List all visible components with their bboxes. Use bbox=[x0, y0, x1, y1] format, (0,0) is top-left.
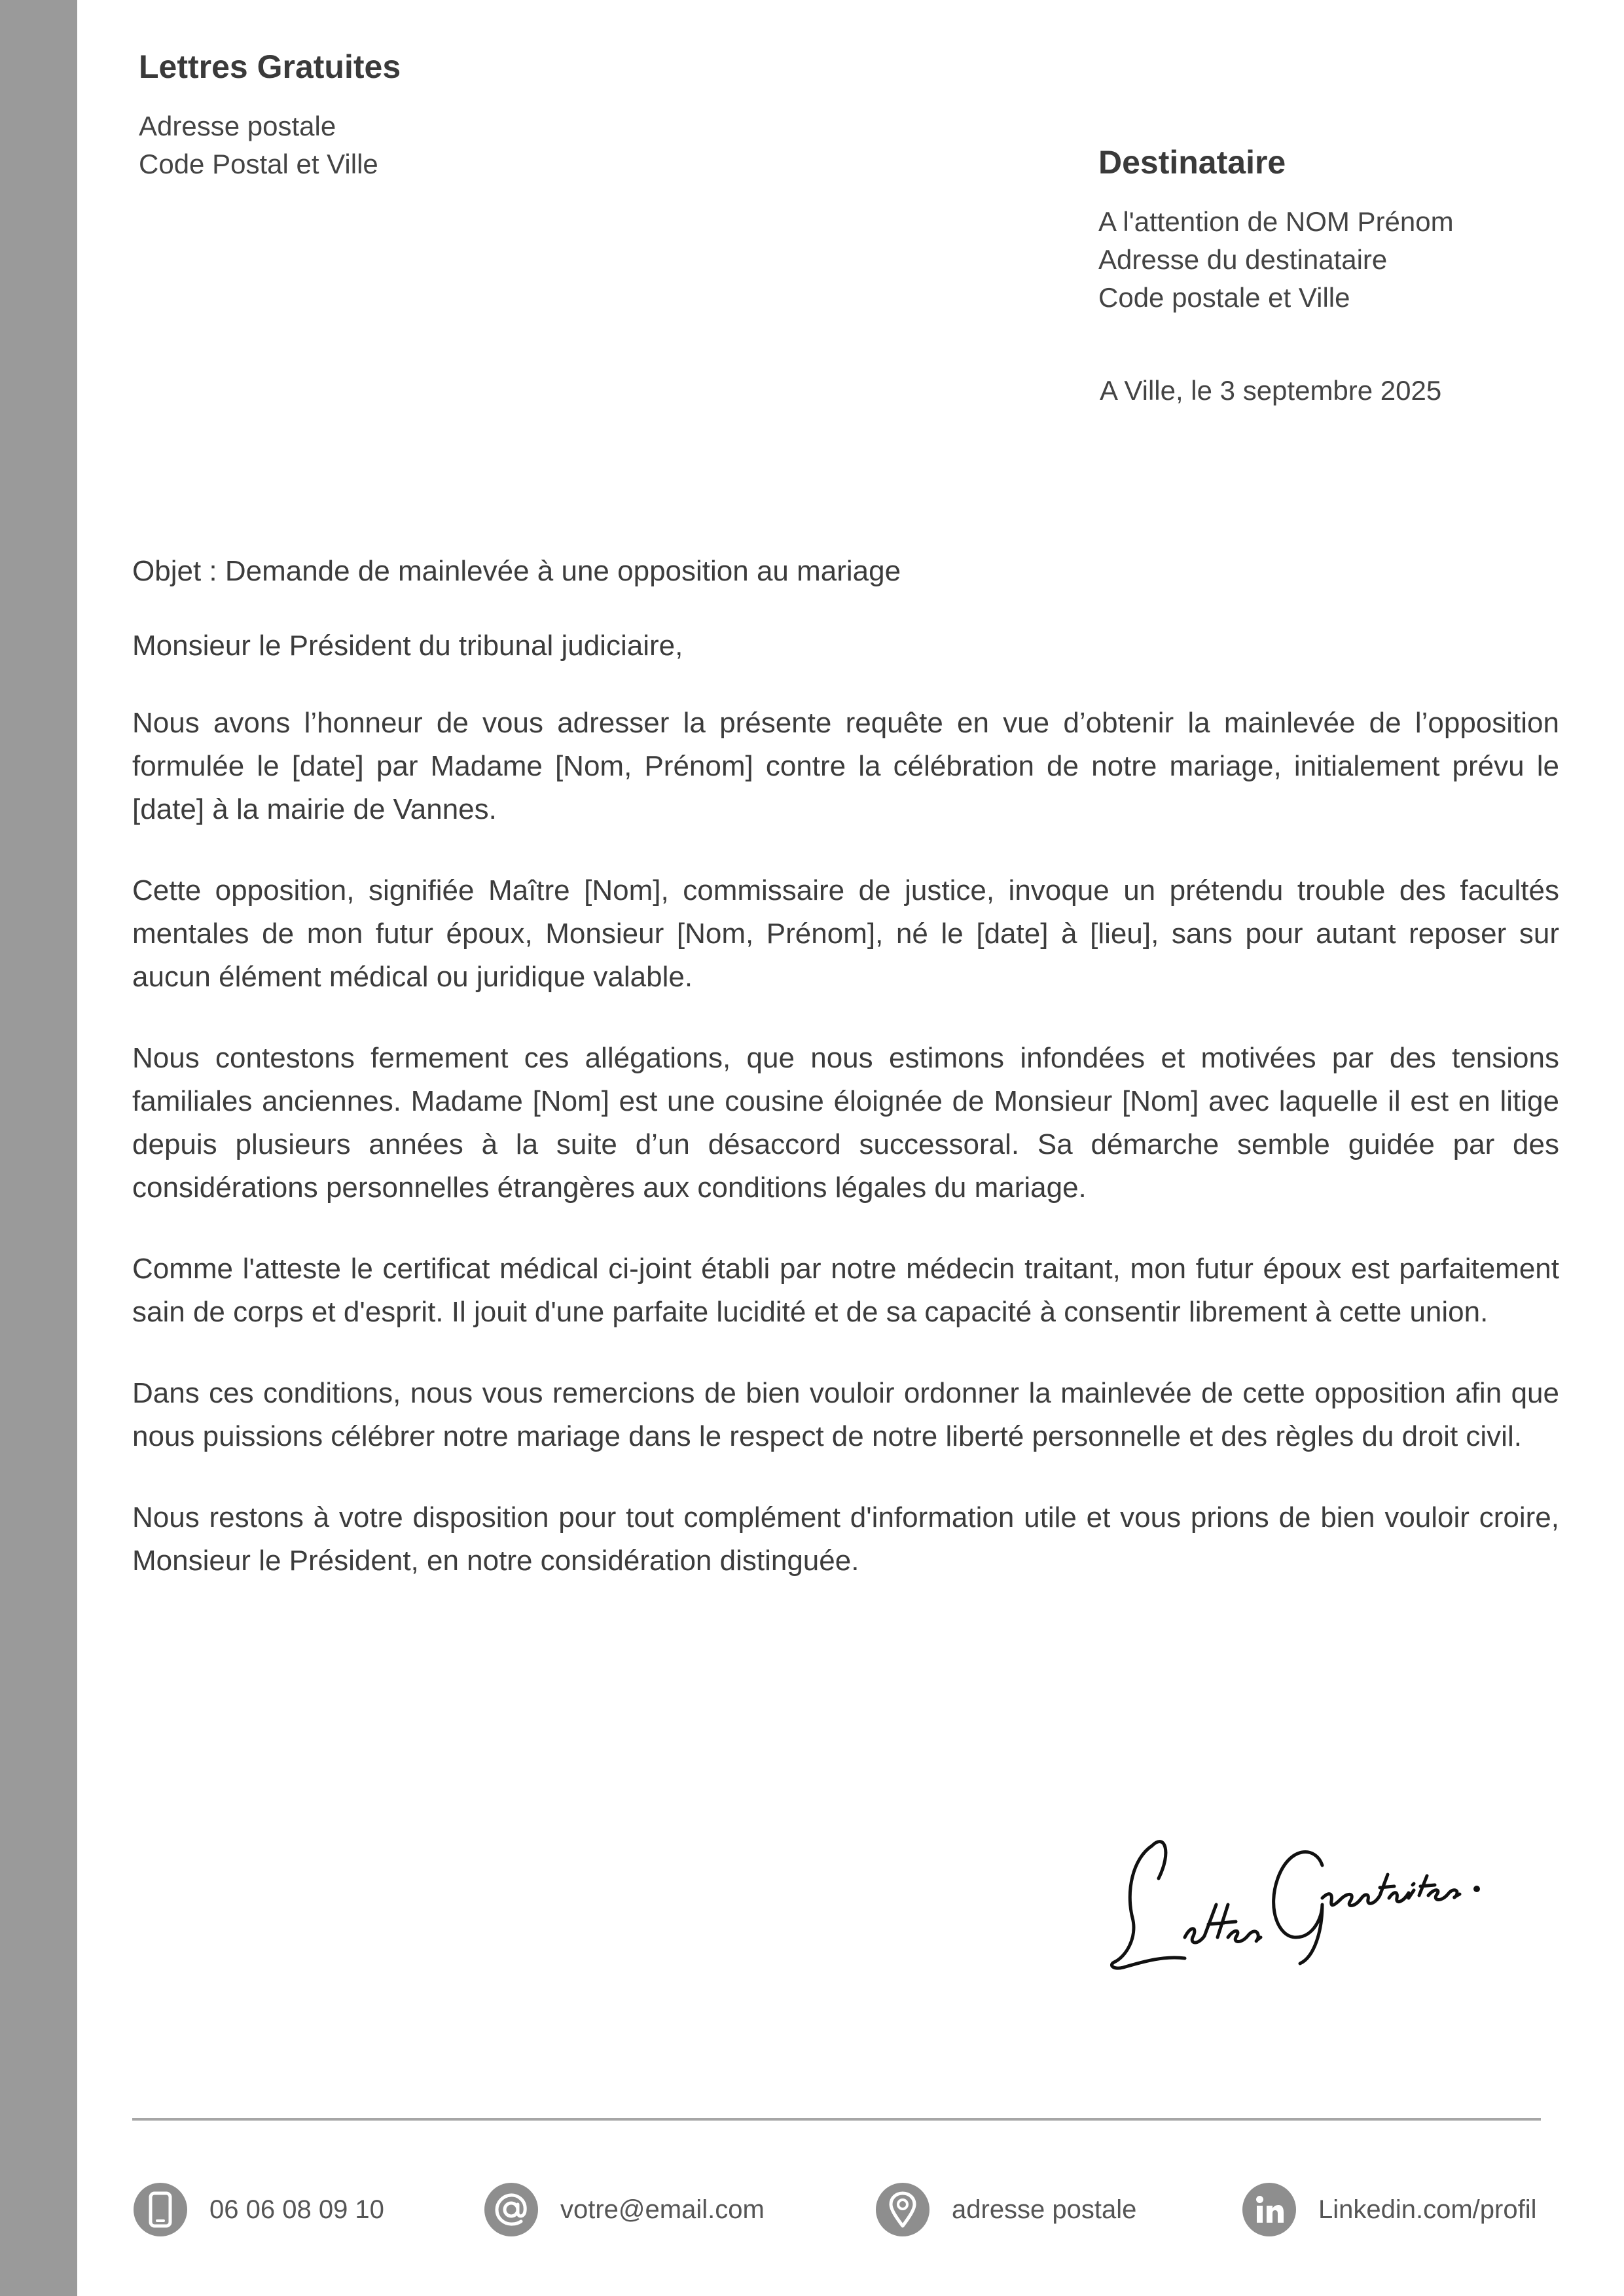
recipient-block bbox=[1098, 141, 1596, 317]
sender-city: Code Postal et Ville bbox=[139, 149, 378, 179]
footer-phone-text: 06 06 08 09 10 bbox=[209, 2195, 384, 2224]
letter-object: Objet : Demande de mainlevée à une opposition au mariage bbox=[132, 555, 901, 587]
recipient-title: Destinataire bbox=[1098, 144, 1286, 181]
footer-linkedin-text: Linkedin.com/profil bbox=[1318, 2195, 1537, 2224]
sender-name: Lettres Gratuites bbox=[139, 48, 401, 85]
recipient-city: Code postale et Ville bbox=[1098, 282, 1350, 313]
at-sign-icon bbox=[484, 2183, 538, 2236]
linkedin-icon bbox=[1242, 2183, 1296, 2236]
sender-block bbox=[139, 46, 728, 183]
footer-email bbox=[484, 2182, 765, 2237]
footer-divider bbox=[132, 2118, 1541, 2121]
left-sidebar-band bbox=[0, 0, 77, 2296]
letter-paragraph: Comme l'atteste le certificat médical ci-joint établi par notre médecin traitant, mon futur époux est parfaitement sain de corps et d'esprit. Il jouit d'une parfaite lucidité et de sa capacité à consentir librement à cette union. bbox=[132, 1253, 1559, 1328]
sender-address: Adresse postale bbox=[139, 111, 336, 141]
footer-linkedin bbox=[1242, 2182, 1537, 2237]
letter-paragraph: Nous restons à votre disposition pour tout complément d'information utile et vous prions de bien vouloir croire, Monsieur le Président, en notre considération distinguée. bbox=[132, 1501, 1559, 1577]
footer-phone bbox=[134, 2182, 384, 2237]
letter-paragraph: Dans ces conditions, nous vous remercions de bien vouloir ordonner la mainlevée de cette opposition afin que nous puissions célébrer notre mariage dans le respect de notre liberté personnelle et des règles du droit civil. bbox=[132, 1377, 1559, 1452]
footer-address bbox=[876, 2182, 1136, 2237]
footer-email-text: votre@email.com bbox=[560, 2195, 765, 2224]
footer-address-text: adresse postale bbox=[952, 2195, 1137, 2224]
letter-paragraph: Cette opposition, signifiée Maître [Nom], commissaire de justice, invoque un prétendu trouble des facultés mentales de mon futur époux, Monsieur [Nom, Prénom], né le [date] à [lieu], sans pour autant reposer sur aucun élément médical ou juridique valable. bbox=[132, 874, 1559, 993]
phone-icon bbox=[134, 2183, 187, 2236]
location-pin-icon bbox=[876, 2183, 929, 2236]
letter-paragraph: Nous avons l’honneur de vous adresser la présente requête en vue d’obtenir la mainlevée de l’opposition formulée le [date] par Madame [Nom, Prénom] contre la célébration de notre mariage, initialement prévu le [date] à la mairie de Vannes. bbox=[132, 707, 1559, 825]
letter-salutation: Monsieur le Président du tribunal judiciaire, bbox=[132, 630, 683, 662]
letter-date: A Ville, le 3 septembre 2025 bbox=[1100, 375, 1442, 406]
letter-paragraph: Nous contestons fermement ces allégations, que nous estimons infondées et motivées par des tensions familiales anciennes. Madame [Nom] est une cousine éloignée de Monsieur [Nom] avec laquelle il est en litige depuis plusieurs années à la suite d’un désaccord successoral. Sa démarche semble guidée par des considérations personnelles étrangères aux conditions légales du mariage. bbox=[132, 1042, 1559, 1204]
letter-body bbox=[132, 550, 1559, 1621]
recipient-address: Adresse du destinataire bbox=[1098, 244, 1388, 275]
recipient-attention: A l'attention de NOM Prénom bbox=[1098, 206, 1454, 237]
handwritten-signature bbox=[1106, 1806, 1492, 1977]
